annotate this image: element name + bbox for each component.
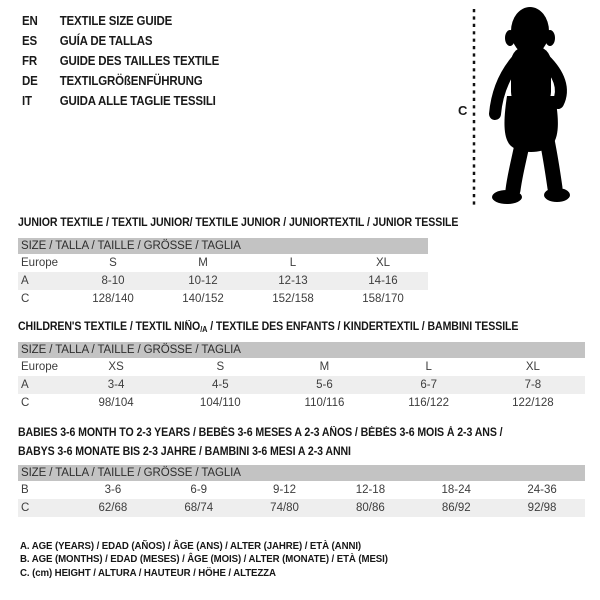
language-label: GUÍA DE TALLAS [59,34,153,48]
babies-textile-table [18,465,585,517]
toddler-silhouette-icon [450,0,600,215]
table-row-height [18,499,585,517]
table-cell: Europe [21,361,59,373]
table-cell: 18-24 [441,484,471,496]
table-cell: Europe [21,257,59,269]
table-cell: S [109,257,117,269]
language-label: GUIDA ALLE TAGLIE TESSILI [59,94,216,108]
table-cell: 92/98 [527,502,557,514]
footnote-a: A. AGE (YEARS) / EDAD (AÑOS) / ÂGE (ANS) / ALTER (JAHRE) / ETÀ (ANNI) [20,540,362,552]
language-label: TEXTILGRÖßENFÜHRUNG [59,74,203,88]
size-header-label: SIZE / TALLA / TAILLE / GRÖSSE / TAGLIA [18,465,585,481]
table-cell: M [319,361,330,373]
language-title-list [22,11,236,111]
title-line-1: BABIES 3-6 MONTH TO 2-3 YEARS / BEBÉS 3-6 MESES A 2-3 AÑOS / BÉBÉS 3-6 MOIS À 2-3 ANS / [18,427,503,439]
table-row-age-months [18,481,585,499]
table-cell: 5-6 [316,379,333,391]
language-code: EN [22,14,38,28]
language-code: FR [22,54,37,68]
title-text: CHILDREN'S TEXTILE / TEXTIL NIÑO [18,321,201,333]
table-cell: XL [525,361,540,373]
childrens-textile-section [18,321,585,412]
table-cell: 6-9 [190,484,208,496]
language-row-fr [22,51,219,71]
language-code: IT [22,94,32,108]
table-cell: 3-4 [107,379,125,391]
table-cell: B [21,484,29,496]
table-row-height [18,394,585,412]
table-cell: A [21,379,29,391]
size-header-label: SIZE / TALLA / TAILLE / GRÖSSE / TAGLIA [18,238,428,254]
language-code: DE [22,74,38,88]
language-row-en [22,11,219,31]
language-row-es [22,31,219,51]
table-cell: 104/110 [199,397,241,409]
table-cell: 14-16 [368,275,398,287]
table-cell: 128/140 [92,293,134,305]
table-cell: 12-18 [355,484,386,496]
table-cell: C [21,293,30,305]
table-cell: 98/104 [98,397,134,409]
language-label: TEXTILE SIZE GUIDE [59,14,173,28]
title-subscript: /A [200,325,208,334]
table-cell: 68/74 [184,502,214,514]
table-cell: 86/92 [441,502,471,514]
table-cell: 80/86 [356,502,385,514]
table-cell: 62/68 [98,502,128,514]
table-cell: 3-6 [104,484,122,496]
size-header-row [18,465,585,481]
table-row-age [18,272,428,290]
measure-label-c: C [458,103,468,118]
table-row-europe [18,358,585,376]
junior-textile-title: JUNIOR TEXTILE / TEXTIL JUNIOR/ TEXTILE JUNIOR / JUNIORTEXTIL / JUNIOR TESSILE [18,217,459,229]
table-cell: 152/158 [272,293,314,305]
table-cell: 110/116 [304,397,345,409]
table-cell: C [21,397,30,409]
table-cell: 4-5 [211,379,229,391]
table-cell: XL [375,257,391,269]
table-cell: 116/122 [408,397,450,409]
table-row-height [18,290,428,308]
table-cell: L [425,361,432,373]
childrens-textile-title [18,321,540,334]
table-cell: 122/128 [512,397,554,409]
babies-textile-title [18,424,540,462]
junior-textile-section [18,217,459,308]
table-cell: 10-12 [188,275,218,287]
table-cell: L [289,257,297,269]
size-header-row [18,238,428,254]
footnote-c: C. (cm) HEIGHT / ALTURA / HAUTEUR / HÖHE / ALTEZZA [20,566,276,579]
size-header-row [18,342,585,358]
table-cell: 24-36 [527,484,557,496]
height-measure-figure [450,0,600,215]
language-label: GUIDE DES TAILLES TEXTILE [59,54,220,68]
language-row-it [22,91,219,111]
table-cell: 9-12 [273,484,297,496]
table-cell: 158/170 [362,293,404,305]
table-cell: XS [108,361,124,373]
language-code: ES [22,34,37,48]
junior-textile-table [18,238,428,308]
table-row-age [18,376,585,394]
table-cell: M [198,257,208,269]
table-cell: S [216,361,225,373]
table-cell: A [21,275,29,287]
table-cell: C [21,502,30,514]
footnote-b: B. AGE (MONTHS) / EDAD (MESES) / ÂGE (MOIS) / ALTER (MONATE) / ETÀ (MESI) [20,553,388,566]
table-row-europe [18,254,428,272]
table-cell: 12-13 [278,275,308,287]
table-cell: 8-10 [101,275,125,287]
table-cell: 140/152 [182,293,224,305]
title-text: / TEXTILE DES ENFANTS / KINDERTEXTIL / BAMBINI TESSILE [207,321,519,333]
footnotes [20,540,420,580]
babies-textile-section [18,424,585,517]
size-header-label: SIZE / TALLA / TAILLE / GRÖSSE / TAGLIA [18,342,585,358]
table-cell: 6-7 [420,379,437,391]
title-line-2: BABYS 3-6 MONATE BIS 2-3 JAHRE / BAMBINI 3-6 MESI A 2-3 ANNI [18,446,351,458]
table-cell: 7-8 [524,379,542,391]
language-row-de [22,71,219,91]
childrens-textile-table [18,342,585,412]
table-cell: 74/80 [270,502,299,514]
